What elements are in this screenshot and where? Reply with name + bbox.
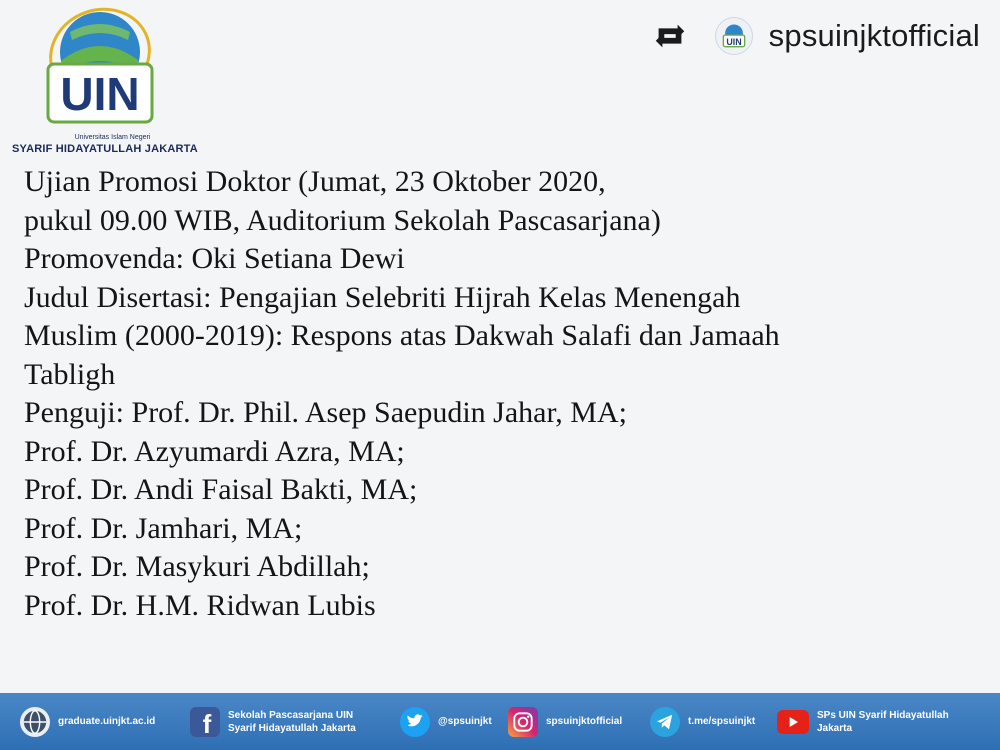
text-line: Ujian Promosi Doktor (Jumat, 23 Oktober 2020, (24, 165, 606, 198)
text-line: Prof. Dr. Jamhari, MA; (24, 511, 303, 545)
footer-website[interactable] (20, 693, 155, 750)
svg-text:UIN: UIN (726, 36, 742, 47)
footer-youtube-line1: SPs UIN Syarif Hidayatullah (817, 709, 949, 721)
footer-youtube[interactable] (777, 693, 949, 750)
university-small-label: Universitas Islam Negeri (74, 134, 151, 141)
footer-website-text: graduate.uinjkt.ac.id (58, 716, 156, 727)
youtube-icon (777, 710, 809, 734)
text-line: Prof. Dr. Masykuri Abdillah; (24, 550, 370, 583)
footer-instagram-text: spsuinjktofficial (546, 716, 623, 727)
text-line: Prof. Dr. Azyumardi Azra, MA; (24, 434, 405, 468)
text-line: Tabligh (24, 357, 116, 391)
footer-facebook[interactable] (190, 693, 356, 750)
uin-globe-logo-icon (40, 2, 160, 130)
text-line: Prof. Dr. Andi Faisal Bakti, MA; (24, 473, 418, 506)
social-footer (0, 693, 1000, 750)
footer-instagram[interactable] (508, 693, 622, 750)
text-line: pukul 09.00 WIB, Auditorium Sekolah Pascasarjana) (24, 203, 661, 237)
instagram-icon (508, 707, 538, 737)
text-line: Promovenda: Oki Setiana Dewi (24, 242, 405, 275)
footer-youtube-line2: Jakarta (817, 722, 853, 734)
text-line: Judul Disertasi: Pengajian Selebriti Hijrah Kelas Menengah (24, 280, 741, 314)
footer-telegram-text: t.me/spsuinjkt (688, 716, 756, 727)
repost-header (651, 12, 980, 60)
twitter-icon (400, 707, 430, 737)
repost-icon (651, 17, 689, 55)
logo-mark-text: UIN (60, 68, 140, 120)
footer-facebook-line2: Syarif Hidayatullah Jakarta (228, 722, 356, 734)
text-line: Muslim (2000-2019): Respons atas Dakwah Salafi dan Jamaah (24, 319, 780, 352)
text-line: Prof. Dr. H.M. Ridwan Lubis (24, 588, 376, 622)
footer-twitter-text: @spsuinjkt (438, 716, 492, 727)
footer-telegram[interactable] (650, 693, 755, 750)
footer-facebook-line1: Sekolah Pascasarjana UIN (228, 709, 354, 721)
announcement-text (24, 163, 984, 625)
telegram-icon (650, 707, 680, 737)
footer-twitter[interactable] (400, 693, 492, 750)
uin-avatar-icon[interactable] (715, 17, 753, 55)
web-globe-icon (20, 707, 50, 737)
facebook-icon (190, 707, 220, 737)
account-handle[interactable]: spsuinjktofficial (768, 18, 980, 53)
university-name: SYARIF HIDAYATULLAH JAKARTA (12, 143, 198, 155)
text-line: Penguji: Prof. Dr. Phil. Asep Saepudin Jahar, MA; (24, 396, 627, 429)
uin-logo (0, 0, 225, 162)
svg-text:f: f (202, 708, 212, 737)
